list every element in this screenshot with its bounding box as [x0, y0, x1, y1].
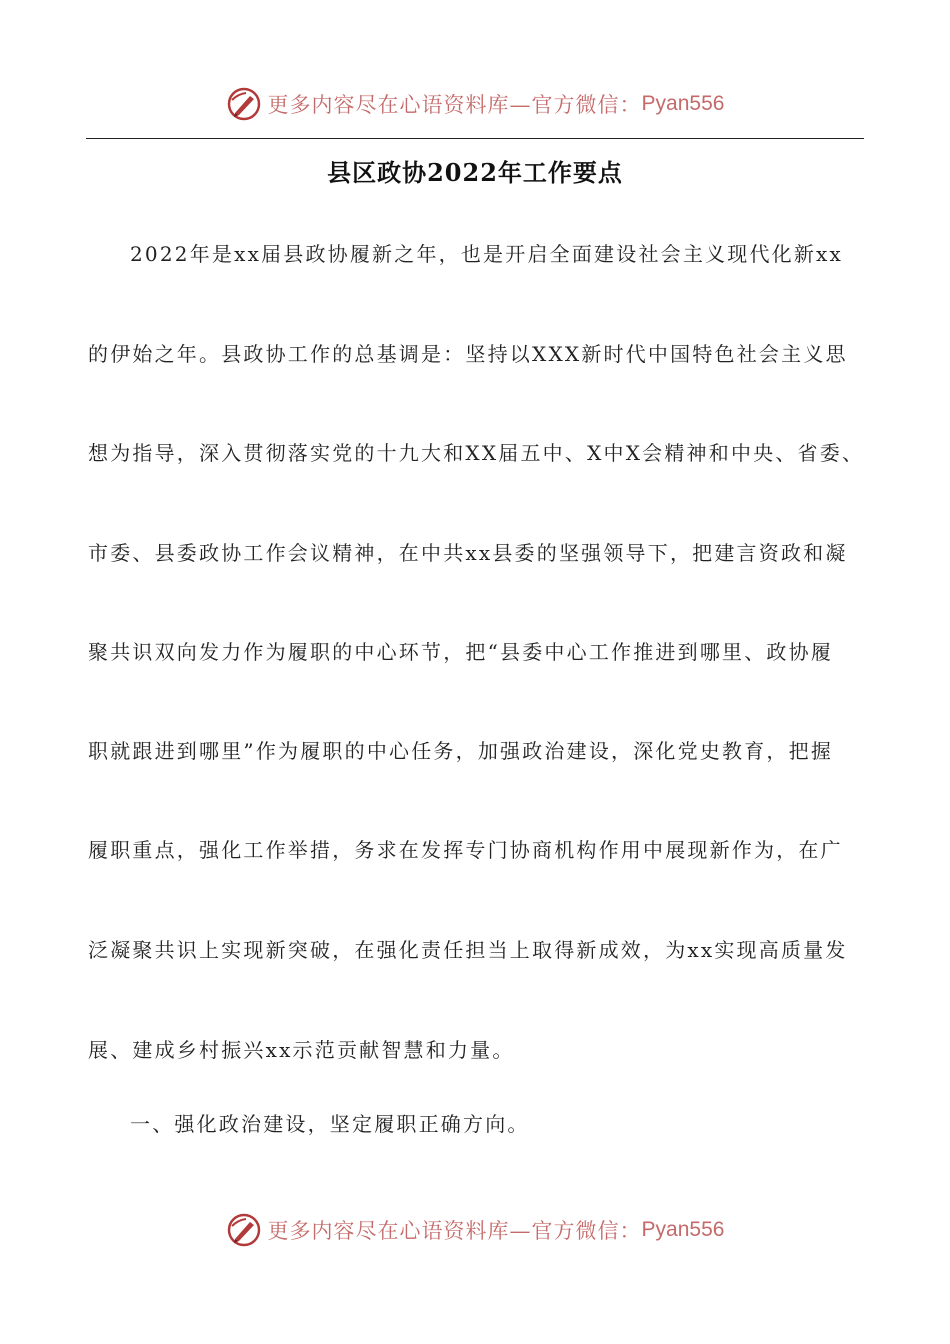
header-divider	[86, 138, 864, 139]
body-line-4: 市委、县委政协工作会议精神，在中共xx县委的坚强领导下，把建言资政和凝	[88, 541, 848, 565]
body-line-6: 职就跟进到哪里”作为履职的中心任务，加强政治建设，深化党史教育，把握	[88, 739, 834, 763]
pen-logo-icon	[226, 86, 262, 122]
footer-banner-text: 更多内容尽在心语资料库—官方微信：	[267, 1219, 642, 1243]
document-title: 县区政协2022年工作要点	[327, 158, 623, 187]
body-line-3: 想为指导，深入贯彻落实党的十九大和XX届五中、X中X会精神和中央、省委、	[88, 441, 865, 465]
body-line-1: 2022年是xx届县政协履新之年，也是开启全面建设社会主义现代化新xx	[130, 242, 844, 266]
body-line-8: 泛凝聚共识上实现新突破，在强化责任担当上取得新成效，为xx实现高质量发	[88, 938, 848, 962]
header-banner-text: 更多内容尽在心语资料库—官方微信：	[267, 93, 642, 117]
body-line-7: 履职重点，强化工作举措，务求在发挥专门协商机构作用中展现新作为，在广	[88, 838, 843, 862]
body-line-2: 的伊始之年。县政协工作的总基调是：坚持以XXX新时代中国特色社会主义思	[88, 342, 848, 366]
footer-banner	[0, 1208, 950, 1252]
section-heading: 一、强化政治建设，坚定履职正确方向。	[130, 1112, 530, 1136]
body-line-5: 聚共识双向发力作为履职的中心环节，把“县委中心工作推进到哪里、政协履	[88, 640, 834, 664]
pen-logo-icon	[226, 1212, 262, 1248]
body-line-9: 展、建成乡村振兴xx示范贡献智慧和力量。	[88, 1038, 515, 1062]
header-banner	[0, 82, 950, 126]
footer-banner-handle: Pyan556	[641, 1218, 725, 1241]
header-banner-handle: Pyan556	[641, 92, 725, 115]
